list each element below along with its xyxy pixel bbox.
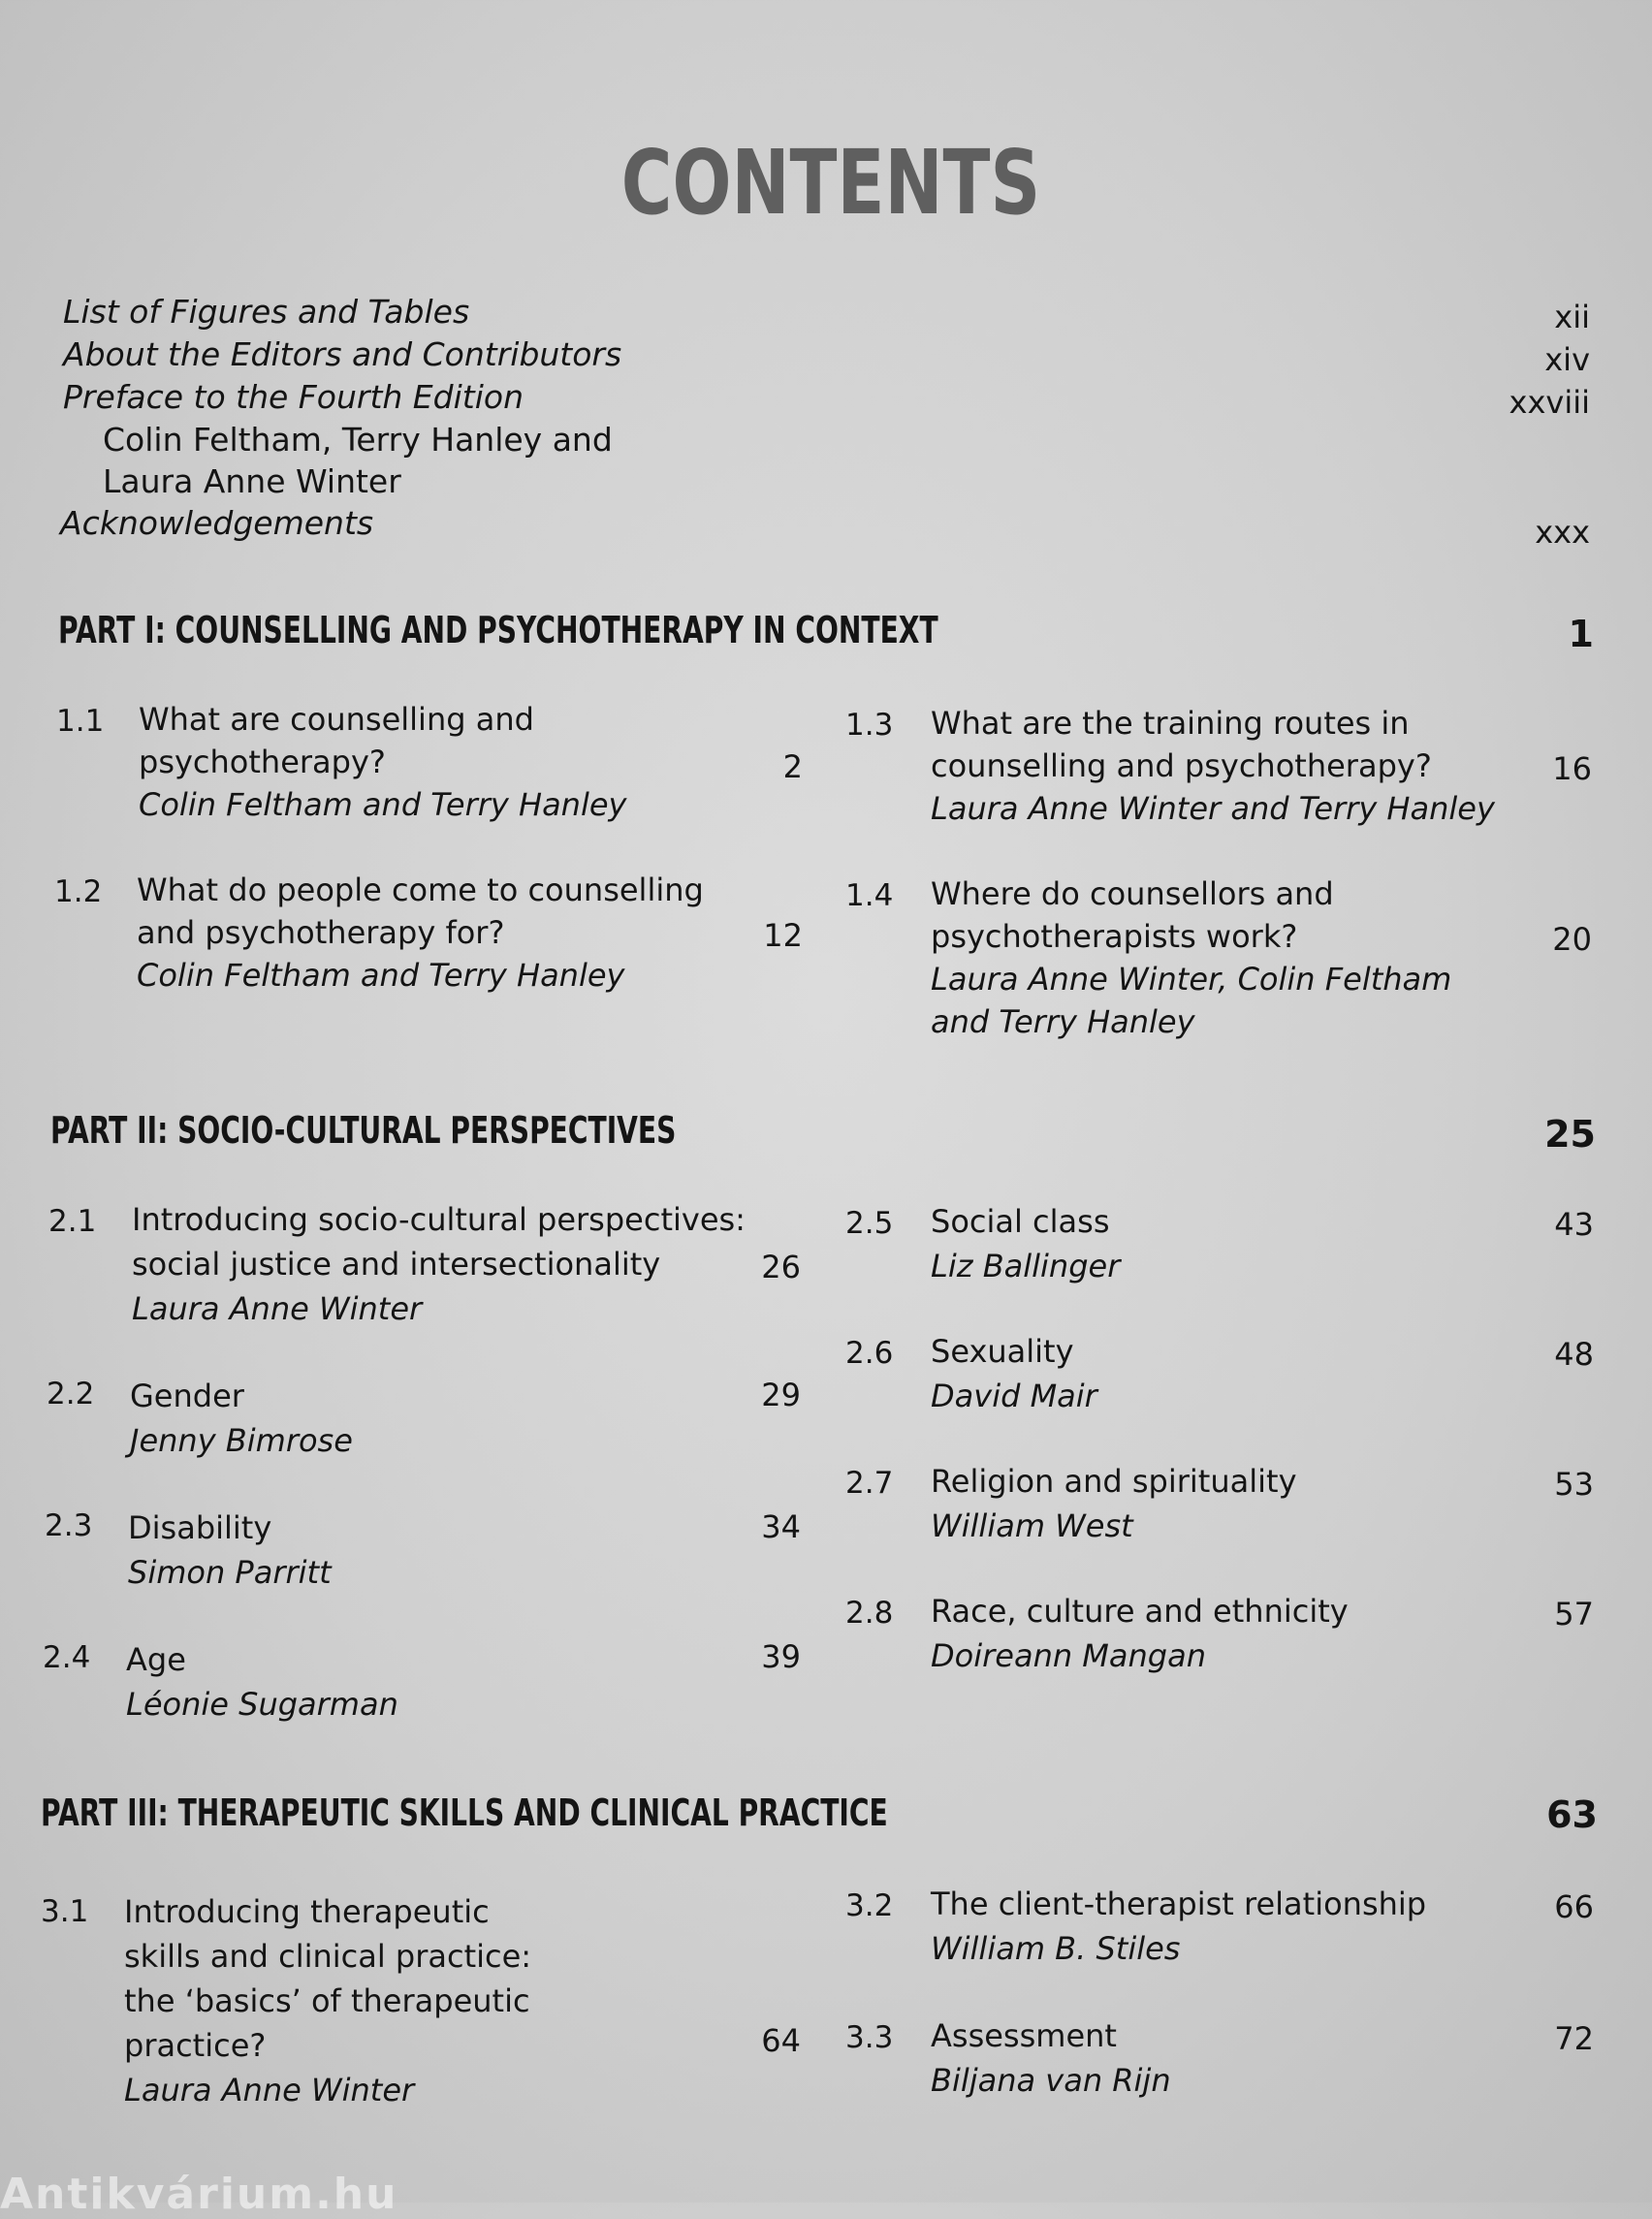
chapter-title: Introducing therapeutic [124,1893,490,1930]
part-page: 63 [1546,1793,1598,1836]
chapter-number: 2.2 [47,1377,95,1411]
chapter-number: 2.7 [845,1466,894,1501]
front-preface-page: xxviii [1509,384,1590,421]
chapter-title: Age [126,1641,186,1678]
chapter-author: Simon Parritt [128,1554,332,1591]
chapter-number: 3.1 [41,1894,89,1929]
chapter-title: Gender [130,1378,244,1414]
chapter-author: Biljana van Rijn [931,2062,1171,2099]
chapter-title: the ‘basics’ of therapeutic [124,1982,530,2019]
chapter-title: What are counselling and [139,701,534,738]
chapter-title: and psychotherapy for? [137,914,505,951]
front-preface: Preface to the Fourth Edition [63,378,524,416]
chapter-author: David Mair [931,1378,1097,1414]
part-heading: PART II: SOCIO-CULTURAL PERSPECTIVES [50,1109,677,1152]
chapter-title: Disability [128,1509,272,1546]
front-figures-page: xii [1554,299,1590,335]
chapter-page: 64 [761,2022,801,2059]
front-acknowledgements: Acknowledgements [60,504,374,542]
chapter-number: 3.3 [845,2020,894,2055]
front-editors: About the Editors and Contributors [63,335,622,373]
page-title: CONTENTS [620,131,1041,235]
chapter-author: Colin Feltham and Terry Hanley [137,957,625,994]
chapter-title: What are the training routes in [931,705,1410,742]
chapter-title: Introducing socio-cultural perspectives: [132,1201,746,1238]
chapter-number: 2.6 [845,1336,894,1371]
chapter-page: 53 [1554,1466,1594,1503]
chapter-author: Liz Ballinger [931,1248,1121,1284]
chapter-author: Léonie Sugarman [126,1686,398,1723]
chapter-title: Religion and spirituality [931,1463,1297,1500]
chapter-number: 2.3 [45,1508,93,1543]
chapter-page: 26 [761,1249,801,1285]
chapter-number: 2.8 [845,1596,894,1631]
chapter-page: 29 [761,1377,801,1413]
chapter-title: What do people come to counselling [137,872,704,908]
chapter-page: 57 [1554,1596,1594,1633]
front-preface-author: Laura Anne Winter [103,462,401,500]
chapter-number: 1.2 [54,874,103,909]
chapter-page: 72 [1554,2020,1594,2057]
chapter-page: 16 [1552,750,1592,787]
front-preface-author: Colin Feltham, Terry Hanley and [103,421,613,459]
chapter-author: William West [931,1507,1133,1544]
chapter-title: skills and clinical practice: [124,1938,532,1975]
part-heading: PART III: THERAPEUTIC SKILLS AND CLINICAL PRACTICE [41,1791,888,1834]
part-heading: PART I: COUNSELLING AND PSYCHOTHERAPY IN CONTEXT [58,609,938,651]
chapter-page: 12 [763,917,803,954]
chapter-title: psychotherapy? [139,744,386,780]
chapter-title: The client-therapist relationship [931,1886,1427,1922]
chapter-page: 43 [1554,1206,1594,1243]
chapter-author: William B. Stiles [931,1930,1181,1967]
chapter-number: 2.5 [845,1206,894,1241]
chapter-title: Assessment [931,2017,1117,2054]
chapter-number: 1.1 [56,704,105,739]
chapter-number: 2.4 [43,1640,91,1675]
chapter-title: Social class [931,1203,1110,1240]
chapter-number: 2.1 [48,1204,97,1239]
chapter-title: counselling and psychotherapy? [931,747,1432,784]
chapter-author: Laura Anne Winter, Colin Feltham [931,961,1452,998]
chapter-page: 2 [782,748,803,785]
chapter-author: Jenny Bimrose [130,1422,353,1459]
chapter-number: 3.2 [845,1888,894,1923]
front-figures: List of Figures and Tables [63,293,470,331]
chapter-number: 1.4 [845,878,894,913]
chapter-page: 39 [761,1638,801,1675]
front-acknowledgements-page: xxx [1535,514,1590,551]
chapter-page: 34 [761,1508,801,1545]
chapter-author: Laura Anne Winter [132,1290,423,1327]
front-editors-page: xiv [1544,341,1590,378]
chapter-author: and Terry Hanley [931,1003,1195,1040]
chapter-author: Colin Feltham and Terry Hanley [139,786,627,823]
chapter-page: 48 [1554,1336,1594,1373]
part-page: 25 [1544,1113,1596,1156]
watermark: Antikvárium.hu [0,2170,398,2219]
chapter-page: 20 [1552,921,1592,958]
chapter-author: Doireann Mangan [931,1637,1206,1674]
chapter-number: 1.3 [845,708,894,743]
chapter-title: Race, culture and ethnicity [931,1593,1349,1630]
chapter-title: practice? [124,2027,267,2064]
chapter-title: social justice and intersectionality [132,1246,661,1283]
chapter-title: Sexuality [931,1333,1074,1370]
chapter-author: Laura Anne Winter and Terry Hanley [931,790,1495,827]
part-page: 1 [1568,613,1594,655]
chapter-title: psychotherapists work? [931,918,1298,955]
chapter-title: Where do counsellors and [931,875,1334,912]
chapter-page: 66 [1554,1888,1594,1925]
chapter-author: Laura Anne Winter [124,2072,415,2108]
